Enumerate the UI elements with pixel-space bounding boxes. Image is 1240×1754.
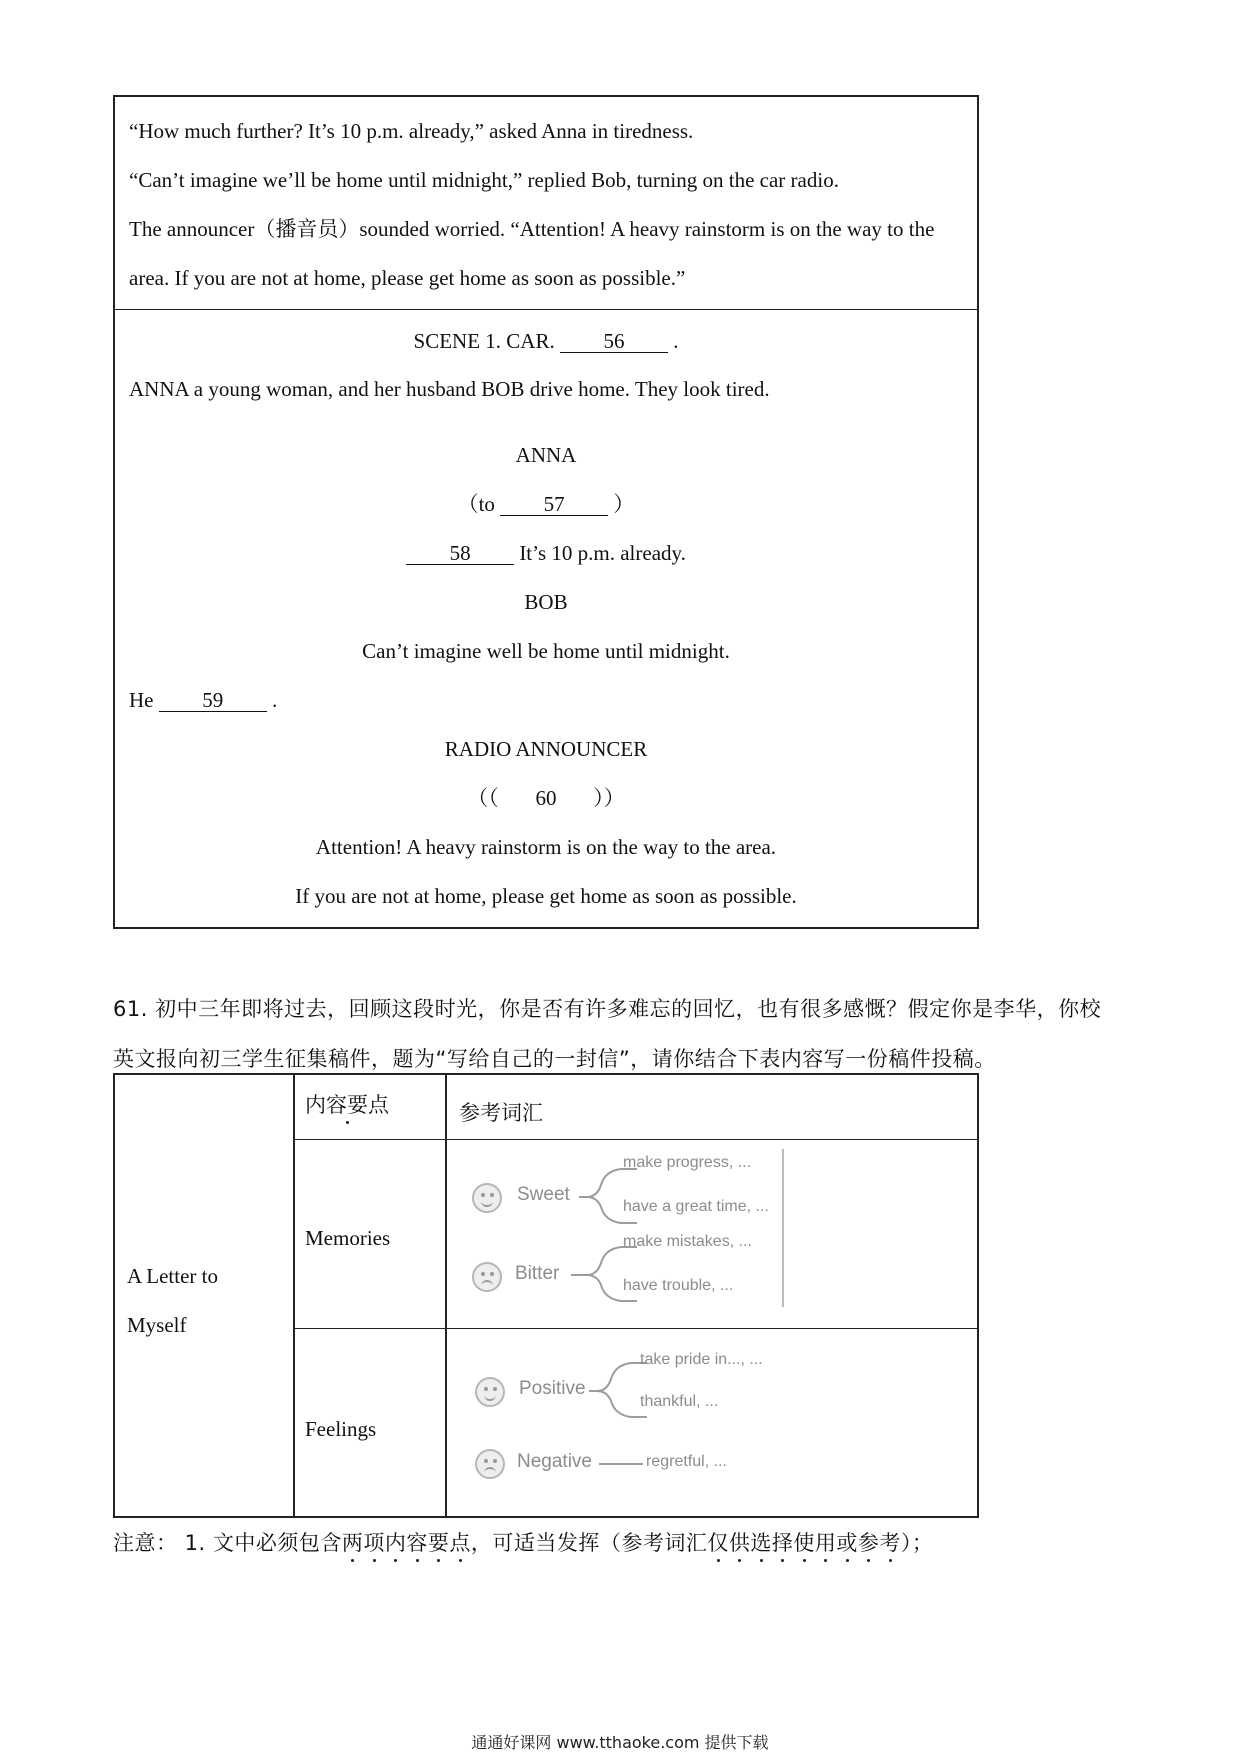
- anna-dialogue: 58 It’s 10 p.m. already.: [115, 539, 977, 567]
- bitter-item: make mistakes, ...: [623, 1233, 752, 1250]
- stage-direction: （to 57 ）: [457, 492, 635, 516]
- radio-dialogue: Attention! A heavy rainstorm is on the way to the area.: [315, 835, 777, 859]
- table-title: Myself: [127, 1313, 187, 1337]
- sweet-label: Sweet: [517, 1184, 570, 1205]
- row-label-feelings: Feelings: [305, 1417, 377, 1441]
- header-content-points: 内容要点: [305, 1093, 389, 1117]
- reference-table: [113, 1073, 979, 1518]
- question-61-line: 英文报向初三学生征集稿件，题为“写给自己的一封信”，请你结合下表内容写一份稿件投稿。: [113, 1047, 996, 1071]
- character-anna: ANNA: [515, 443, 577, 467]
- negative-label: Negative: [517, 1451, 592, 1472]
- positive-item: thankful, ...: [640, 1393, 719, 1410]
- header-reference-vocab: 参考词汇: [459, 1101, 543, 1125]
- column-divider: [445, 1075, 447, 1516]
- positive-item: take pride in..., ...: [640, 1351, 763, 1368]
- action-line: He 59 .: [129, 688, 278, 712]
- blank-56[interactable]: 56: [560, 330, 668, 353]
- story-line: “Can’t imagine we’ll be home until midnight,” replied Bob, turning on the car radio.: [129, 168, 839, 192]
- radio-dialogue: If you are not at home, please get home as soon as possible.: [295, 884, 797, 908]
- bob-dialogue: Can’t imagine well be home until midnight.: [362, 639, 730, 663]
- question-61-line: 61. 初中三年即将过去，回顾这段时光，你是否有许多难忘的回忆，也有很多感慨？假定你是李华，你校: [113, 997, 1102, 1021]
- positive-label: Positive: [519, 1378, 586, 1399]
- note-line: 注意： 1. 文中必须包含两项内容要点，可适当发挥（参考词汇仅供选择使用或参考）；: [113, 1531, 934, 1555]
- sweet-item: make progress, ...: [623, 1154, 752, 1171]
- sweet-item: have a great time, ...: [623, 1198, 769, 1215]
- dotted-emphasis: 仅供选择使用或参考: [707, 1531, 901, 1555]
- page-footer: 通通好课网 www.tthaoke.com 提供下载: [471, 1733, 769, 1752]
- diagram-separator: [782, 1149, 784, 1307]
- bitter-item: have trouble, ...: [623, 1277, 734, 1294]
- feelings-diagram: [451, 1333, 971, 1513]
- scene-description: ANNA a young woman, and her husband BOB drive home. They look tired.: [129, 377, 770, 401]
- table-title: A Letter to: [127, 1264, 218, 1288]
- script-section: [115, 310, 977, 929]
- row-divider: [293, 1328, 977, 1329]
- memories-diagram: [451, 1145, 971, 1325]
- row-divider: [293, 1139, 977, 1140]
- original-story: [115, 97, 977, 310]
- character-radio-announcer: RADIO ANNOUNCER: [444, 737, 648, 761]
- story-line: “How much further? It’s 10 p.m. already,” asked Anna in tiredness.: [129, 119, 694, 143]
- story-table: [113, 95, 979, 929]
- scene-heading: SCENE 1. CAR. 56 .: [413, 329, 679, 353]
- row-label-memories: Memories: [305, 1226, 391, 1250]
- dotted-emphasis: 两项内容要点: [341, 1531, 471, 1555]
- negative-item: regretful, ...: [646, 1453, 727, 1470]
- blank-57[interactable]: 57: [500, 493, 608, 516]
- column-divider: [293, 1075, 295, 1516]
- character-bob: BOB: [524, 590, 568, 614]
- bitter-label: Bitter: [515, 1263, 560, 1284]
- blank-60[interactable]: （（ 60 ））: [467, 786, 625, 810]
- blank-59[interactable]: 59: [159, 689, 267, 712]
- story-line: area. If you are not at home, please get home as soon as possible.”: [129, 266, 686, 290]
- blank-58[interactable]: 58: [406, 542, 514, 565]
- story-line: The announcer（播音员）sounded worried. “Attention! A heavy rainstorm is on the way to the: [129, 217, 935, 241]
